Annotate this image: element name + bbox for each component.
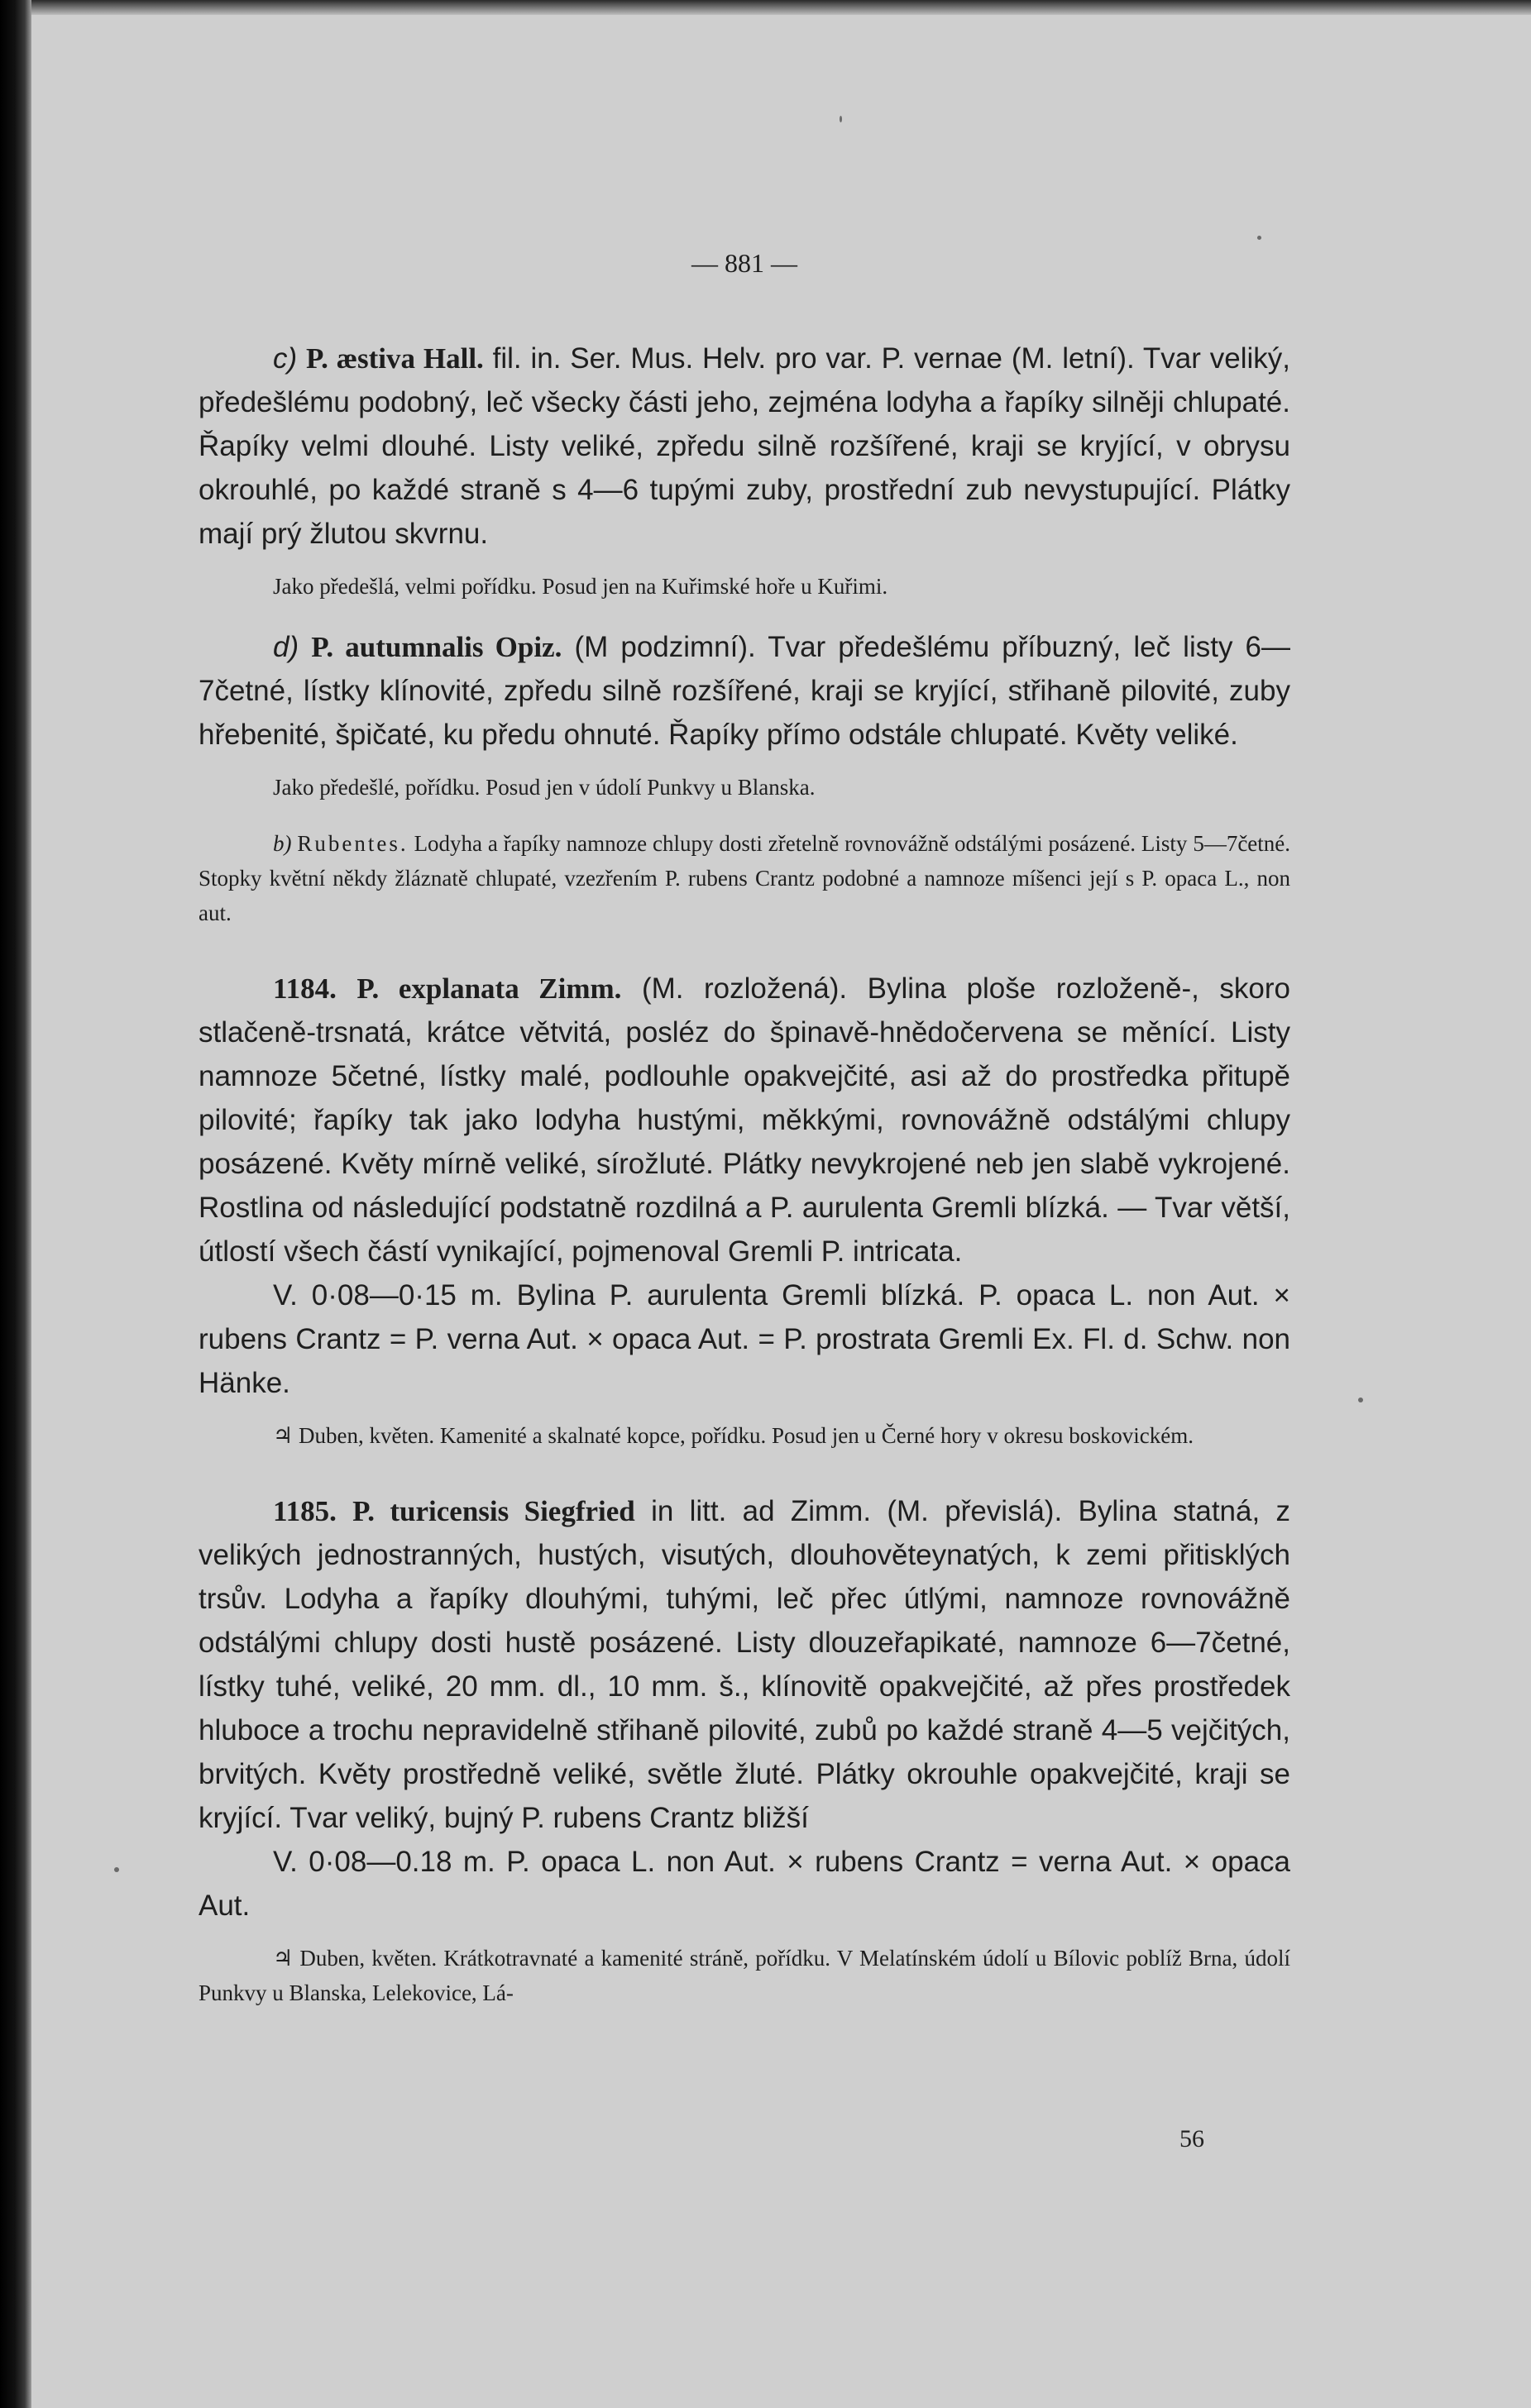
section-c-name: P. æstiva Hall. — [305, 342, 484, 375]
entry-1185-text: in litt. ad Zimm. (M. převislá). Bylina statná, z velikých jednostranných, hustých, visutých, dlouhověteynatých, k zemi přitisklých trsův. Lodyha a řapíky dlouhými, tuhými, leč přec útlými, namnoze rovnovážně odstálými chlupy dosti hustě posázené. Listy dlouzeřapikaté, namnoze 6—7četné, lístky tuhé, veliké, 20 mm. dl., 10 mm. š., klínovitě opakvejčité, až přes prostředek hluboce a trochu nepravidelně střihaně pilovité, zubů po každé straně 4—5 vejčitých, brvitých. Květy prostředně veliké, světle žluté. Plátky okrouhle opakvejčité, kraji se kryjící. Tvar veliký, bujný P. rubens Crantz bližší — [199, 1495, 1290, 1834]
entry-1185 — [199, 1489, 1290, 1840]
entry-1185-name: P. turicensis Siegfried — [352, 1495, 635, 1527]
entry-1184-name: P. explanata Zimm. — [356, 972, 622, 1005]
entry-1185-synonymy: V. 0·08—0.18 m. P. opaca L. non Aut. × rubens Crantz = verna Aut. × opaca Aut. — [199, 1846, 1290, 1922]
section-b-name: Rubentes. — [297, 831, 409, 856]
entry-1184-number: 1184. — [273, 972, 337, 1005]
entry-1185-number: 1185. — [273, 1495, 337, 1527]
entry-1184-habitat: ♃ Duben, květen. Kamenité a skalnaté kopce, pořídku. Posud jen u Černé hory v okresu boskovickém. — [273, 1423, 1194, 1448]
section-b-label: b) — [273, 831, 292, 856]
section-b-text: Lodyha a řapíky namnoze chlupy dosti zřetelně rovnovážně odstálými posázené. Listy 5—7četné. Stopky květní někdy žláznatě chlupaté, vzezřením P. rubens Crantz podobné a namnoze míšenci její s P. opaca L., non aut. — [199, 831, 1291, 925]
section-c-text: fil. in. Ser. Mus. Helv. pro var. P. vernae (M. letní). Tvar veliký, předešlému podobný, leč všecky části jeho, zejména lodyha a řapíky silněji chlupaté. Řapíky velmi dlouhé. Listy veliké, zpředu silně rozšířené, kraji se kryjící, v obrysu okrouhlé, po každé straně s 4—6 tupými zuby, prostřední zub nevystupující. Plátky mají prý žlutou skvrnu. — [199, 342, 1290, 550]
page-content — [199, 248, 1290, 2010]
top-shadow — [0, 0, 1531, 15]
binding-edge — [0, 0, 31, 2408]
section-d-label: d) — [273, 631, 299, 663]
page-number-bottom: 56 — [1179, 2125, 1204, 2152]
entry-1184-text: (M. rozložená). Bylina ploše rozloženě-, skoro stlačeně-trsnatá, krátce větvitá, posléz do špinavě-hnědočervena se měnící. Listy namnoze 5četné, lístky malé, podlouhle opakvejčité, asi až do prostředka přitupě pilovité; řapíky tak jako lodyha hustými, měkkými, rovnovážně odstálými chlupy posázené. Květy mírně veliké, sírožluté. Plátky nevykrojené neb jen slabě vykrojené. Rostlina od následující podstatně rozdilná a P. aurulenta Gremli blízká. — Tvar větší, útlostí všech částí vynikající, pojmenoval Gremli P. intricata. — [199, 972, 1291, 1268]
section-d-name: P. autumnalis Opiz. — [311, 631, 562, 663]
entry-1185-habitat: ♃ Duben, květen. Krátkotravnaté a kamenité stráně, pořídku. V Melatínském údolí u Bílovic poblíž Brna, údolí Punkvy u Blanska, Lelekovice, Lá- — [199, 1946, 1290, 2005]
entry-1184 — [199, 967, 1290, 1273]
section-b — [199, 826, 1290, 930]
section-d-text: (M podzimní). Tvar předešlému příbuzný, leč listy 6—7četné, lístky klínovité, zpředu silně rozšířené, kraji se kryjící, střihaně pilovité, zuby hřebenité, špičaté, ku předu ohnuté. Řapíky přímo odstále chlupaté. Květy veliké. — [199, 631, 1290, 751]
section-d — [199, 625, 1290, 757]
page-number-top: — 881 — — [691, 248, 797, 278]
entry-1184-synonymy: V. 0·08—0·15 m. Bylina P. aurulenta Gremli blízká. P. opaca L. non Aut. × rubens Crantz = P. verna Aut. × opaca Aut. = P. prostrata Gremli Ex. Fl. d. Schw. non Hänke. — [199, 1279, 1290, 1399]
section-c — [199, 337, 1290, 556]
section-c-note: Jako předešlá, velmi pořídku. Posud jen na Kuřimské hoře u Kuřimi. — [273, 574, 888, 599]
section-d-note: Jako předešlé, pořídku. Posud jen v údolí Punkvy u Blanska. — [273, 775, 816, 800]
section-c-label: c) — [273, 342, 298, 375]
